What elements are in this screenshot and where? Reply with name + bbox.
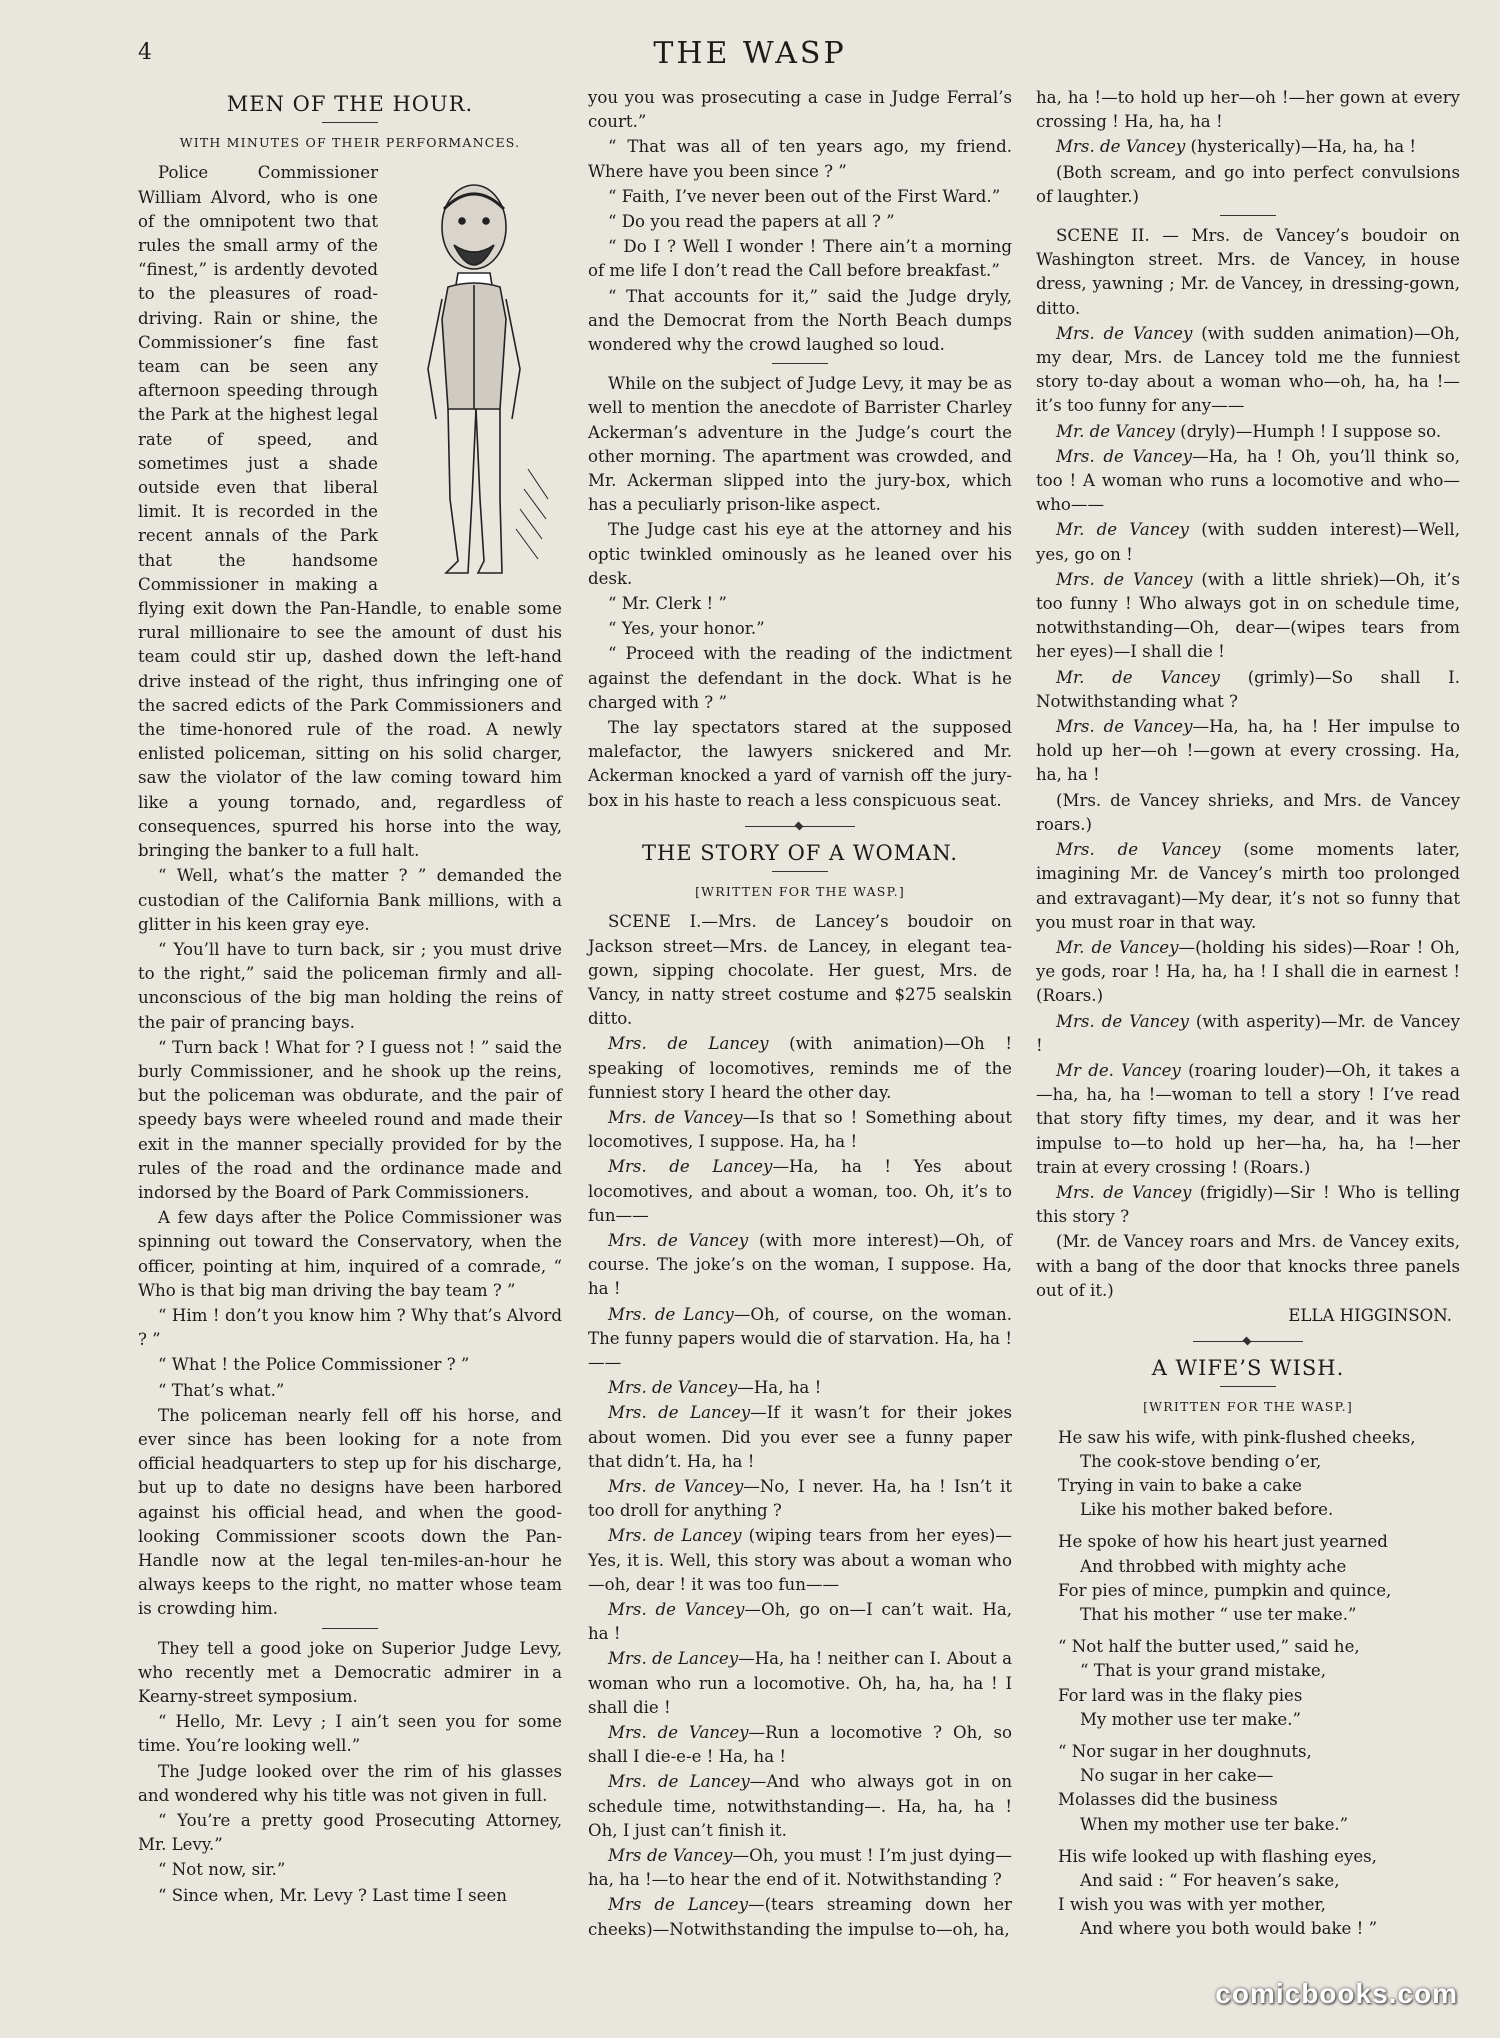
poem-stanza <box>1058 1845 1460 1942</box>
column-3 <box>1036 86 1460 1950</box>
dialogue-line: Mrs. de Vancey (some moments later, imagining Mr. de Vancey’s mirth too prolonged and extravagant)—My dear, it’s not so funny that you must roar in that way. <box>1036 840 1461 932</box>
scene-direction: SCENE I.—Mrs. de Lancey’s boudoir on Jackson street—Mrs. de Lancey, in elegant tea-gown, sipping chocolate. Her guest, Mrs. de Vancy, in natty street costume and $275 sealskin ditto. <box>588 912 1012 1029</box>
dialogue-line: Mrs. de Lancey (wiping tears from her eyes)—Yes, it is. Well, this story was about a woman who—oh, dear ! it was too fun—— <box>588 1526 1013 1594</box>
section-rule <box>322 1628 378 1629</box>
poem <box>1036 1426 1460 1942</box>
dialogue-line: Mr. de Vancey (with sudden interest)—Well, yes, go on ! <box>1036 520 1460 564</box>
dialogue-line: Mrs. de Vancey—Ha, ha ! <box>608 1378 822 1398</box>
poem-line: When my mother use ter bake.” <box>1080 1814 1349 1834</box>
dialogue-line: Mrs. de Lancey—Ha, ha ! Yes about locomotives, and about a woman, too. Oh, it’s to fun—— <box>588 1157 1012 1225</box>
paragraph: “ Do you read the papers at all ? ” <box>608 212 895 232</box>
article-heading-a-wifes-wish: A WIFE’S WISH. <box>1151 1356 1345 1381</box>
dialogue-line: Mrs. de Vancey—Run a locomotive ? Oh, so shall I die-e-e ! Ha, ha ! <box>588 1723 1012 1767</box>
poem-stanza <box>1058 1740 1460 1837</box>
paragraph: They tell a good joke on Superior Judge Levy, who recently met a Democratic admirer in a Kearny-street symposium. <box>138 1638 562 1706</box>
stage-direction: (Mrs. de Vancey shrieks, and Mrs. de Vancey roars.) <box>1036 790 1460 834</box>
dialogue-line: Mrs. de Vancey—Ha, ha, ha ! Her impulse to hold up her—oh !—gown at every crossing. Ha, ha, ha ! <box>1036 717 1460 785</box>
paragraph: “ You’ll have to turn back, sir ; you must drive to the right,” said the policeman firmly and all-unconscious of the big man holding the reins of the pair of prancing bays. <box>138 939 562 1032</box>
dialogue-line: Mrs. de Vancey—Is that so ! Something about locomotives, I suppose. Ha, ha ! <box>588 1107 1013 1152</box>
paragraph: “ Not now, sir.” <box>158 1860 286 1880</box>
poem-line: “ Not half the butter used,” said he, <box>1058 1637 1360 1657</box>
article-subheading: WITH MINUTES OF THEIR PERFORMANCES. <box>179 135 521 151</box>
dialogue-line: Mrs. de Vancey (frigidly)—Sir ! Who is telling this story ? <box>1036 1182 1460 1227</box>
poem-line: The cook-stove bending o’er, <box>1080 1451 1322 1471</box>
poem-line: “ Nor sugar in her doughnuts, <box>1058 1742 1312 1761</box>
paragraph: “ Proceed with the reading of the indictment against the defendant in the dock. What is he charged with ? ” <box>588 644 1012 712</box>
poem-stanza <box>1058 1635 1460 1732</box>
article-heading-story-of-a-woman: THE STORY OF A WOMAN. <box>641 840 959 865</box>
heading-rule <box>772 871 828 872</box>
dialogue-line: ha, ha !—to hold up her—oh !—her gown at every crossing ! Ha, ha, ha ! <box>1036 88 1460 132</box>
section-rule <box>1220 215 1276 216</box>
poem-stanza <box>1058 1426 1460 1523</box>
masthead-title: THE WASP <box>653 36 847 71</box>
portrait-caricature-icon <box>388 169 558 589</box>
column-2 <box>588 86 1012 1943</box>
poem-line: His wife looked up with flashing eyes, <box>1058 1846 1377 1866</box>
section-rule <box>772 363 828 364</box>
paragraph: The lay spectators stared at the supposed malefactor, the lawyers snickered and Mr. Ackerman knocked a yard of varnish off the jury-box in his haste to reach a less conspicuous seat. <box>588 718 1012 810</box>
paragraph: “ Turn back ! What for ? I guess not ! ” said the burly Commissioner, and he shook up the reins, but the policeman was obdurate, and the pair of speedy bays were wheeled round and made their exit in the manner specially provided for by the rules of the road and the ordinance made and indorsed by the Board of Park Commissioners. <box>138 1037 562 1202</box>
article-heading-men-of-the-hour: MEN OF THE HOUR. <box>226 92 474 116</box>
dialogue-line: Mrs. de Vancey (with a little shriek)—Oh, it’s too funny ! Who always got in on schedule time, notwithstanding—Oh, dear—(wipes tears from her eyes)—I shall die ! <box>1036 569 1460 662</box>
paragraph: While on the subject of Judge Levy, it may be as well to mention the anecdote of Barrister Charley Ackerman’s adventure in the Judge’s court the other morning. The apartment was crowded, and Mr. Ackerman slipped into the jury-box, which has a peculiarly prison-like aspect. <box>588 374 1012 515</box>
dialogue-line: Mrs. de Lancey—And who always got in on schedule time, notwithstanding—. Ha, ha, ha ! Oh, I just can’t finish it. <box>588 1772 1013 1840</box>
poem-line: And throbbed with mighty ache <box>1080 1556 1347 1576</box>
column-1 <box>138 86 562 1909</box>
poem-line: He saw his wife, with pink-flushed cheeks, <box>1058 1427 1416 1447</box>
paragraph: A few days after the Police Commissioner was spinning out toward the Conservatory, when the officer, pointing at him, inquired of a comrade, “ Who is that big man driving the bay team ? ” <box>138 1208 562 1300</box>
poem-line: And said : “ For heaven’s sake, <box>1080 1871 1340 1891</box>
paragraph: “ Since when, Mr. Levy ? Last time I seen <box>158 1885 507 1905</box>
dialogue-line: Mrs. de Vancey (with more interest)—Oh, of course. The joke’s on the woman, I suppose. Ha, ha ! <box>588 1230 1012 1299</box>
dialogue-line: Mrs. de Vancey—Oh, go on—I can’t wait. Ha, ha ! <box>588 1599 1012 1644</box>
article-subheading: [WRITTEN FOR THE WASP.] <box>1143 1399 1353 1415</box>
paragraph: “ Yes, your honor.” <box>608 619 765 639</box>
poem-line: He spoke of how his heart just yearned <box>1058 1532 1388 1552</box>
paragraph: “ Mr. Clerk ! ” <box>608 594 727 614</box>
paragraph: “ That accounts for it,” said the Judge dryly, and the Democrat from the North Beach dumps wondered why the crowd laughed so loud. <box>588 286 1012 355</box>
poem-line: My mother use ter make.” <box>1080 1709 1302 1729</box>
author-signature: ELLA HIGGINSON. <box>1288 1305 1452 1325</box>
dialogue-line: Mrs. de Vancey (with sudden animation)—Oh, my dear, Mrs. de Lancey told me the funniest story to-day about a woman who—oh, ha, ha !—it’s too funny for any—— <box>1036 323 1461 416</box>
paragraph: “ Him ! don’t you know him ? Why that’s Alvord ? ” <box>138 1305 562 1350</box>
paragraph: “ That’s what.” <box>158 1380 285 1400</box>
ornament-divider <box>1193 1337 1303 1347</box>
watermark: comicbooks.com <box>1215 1978 1458 2009</box>
poem-line: I wish you was with yer mother, <box>1058 1895 1326 1915</box>
dialogue-line: Mrs. de Vancey (with asperity)—Mr. de Vancey ! <box>1036 1011 1460 1055</box>
paragraph: The policeman nearly fell off his horse, and ever since has been looking for a note from official headquarters to step up for his discharge, but up to date no designs have been harbored against his official head, and when the good-looking Commissioner scoots down the Pan-Handle now at the legal ten-miles-an-hour he always keeps to the right, no matter whose team is crowding him. <box>138 1405 562 1619</box>
dialogue-line: Mr. de Vancey—(holding his sides)—Roar ! Oh, ye gods, roar ! Ha, ha, ha ! I shall die in earnest ! (Roars.) <box>1036 937 1460 1006</box>
paragraph: you you was prosecuting a case in Judge Ferral’s court.” <box>588 88 1012 132</box>
paragraph: “ What ! the Police Commissioner ? ” <box>158 1355 470 1375</box>
dialogue-line: Mrs. de Lancey—Ha, ha ! neither can I. About a woman who run a locomotive. Oh, ha, ha, ha ! I shall die ! <box>588 1649 1012 1717</box>
paragraph: “ You’re a pretty good Prosecuting Attorney, Mr. Levy.” <box>138 1811 562 1855</box>
poem-line: And where you both would bake ! ” <box>1080 1919 1378 1939</box>
dialogue-line: Mrs de Lancey—(tears streaming down her cheeks)—Notwithstanding the impulse to—oh, ha, <box>588 1895 1012 1939</box>
poem-line: “ That is your grand mistake, <box>1080 1661 1327 1681</box>
paragraph: The Judge cast his eye at the attorney and his optic twinkled ominously as he leaned over his desk. <box>588 520 1012 588</box>
paragraph: “ Hello, Mr. Levy ; I ain’t seen you for some time. You’re looking well.” <box>138 1712 562 1756</box>
ornament-divider <box>745 822 855 832</box>
poem-line: Trying in vain to bake a cake <box>1058 1475 1302 1495</box>
paragraph: “ Well, what’s the matter ? ” demanded the custodian of the California Bank millions, with a glitter in his keen gray eye. <box>138 866 562 934</box>
page-number: 4 <box>138 40 152 65</box>
dialogue-line: Mrs. de Vancey—No, I never. Ha, ha ! Isn’t it too droll for anything ? <box>588 1476 1012 1521</box>
stage-direction: (Both scream, and go into perfect convulsions of laughter.) <box>1036 162 1460 206</box>
dialogue-line: Mr. de Vancey (grimly)—So shall I. Notwithstanding what ? <box>1036 667 1460 711</box>
stage-direction: (Mr. de Vancey roars and Mrs. de Vancey exits, with a bang of the door that knocks three panels out of it.) <box>1036 1232 1460 1300</box>
poem-line: Molasses did the business <box>1058 1790 1278 1810</box>
heading-rule <box>1220 1386 1276 1387</box>
scene-direction: SCENE II. — Mrs. de Vancey’s boudoir on Washington street. Mrs. de Vancey, in house dress, yawning ; Mr. de Vancey, in dressing-gown, ditto. <box>1036 226 1460 318</box>
poem-line: Like his mother baked before. <box>1080 1500 1334 1520</box>
dialogue-line: Mr de. Vancey (roaring louder)—Oh, it takes a—ha, ha, ha !—woman to tell a story ! I’ve read that story fifty times, my dear, and it was her impulse to—to hold up her—ha, ha, ha !—her train at every crossing ! (Roars.) <box>1036 1060 1460 1177</box>
article-subheading: [WRITTEN FOR THE WASP.] <box>695 884 905 900</box>
dialogue-line: Mr. de Vancey (dryly)—Humph ! I suppose so. <box>1056 421 1442 441</box>
poem-line: For lard was in the flaky pies <box>1058 1685 1303 1705</box>
dialogue-line: Mrs. de Vancey (hysterically)—Ha, ha, ha ! <box>1056 137 1417 157</box>
paragraph: “ Faith, I’ve never been out of the First Ward.” <box>608 186 1001 206</box>
paragraph: “ That was all of ten years ago, my friend. Where have you been since ? ” <box>588 137 1012 181</box>
poem-line: For pies of mince, pumpkin and quince, <box>1058 1580 1392 1600</box>
paragraph: Police Commissioner William Alvord, who is one of the omnipotent two that rules the small army of the “finest,” is ardently devoted to the pleasures of road-driving. Rain or shine, the Commissioner’s fine fast team can be seen any afternoon speeding through the Park at the highest legal rate of speed, and sometimes just a shade outside even that liberal limit. It is recorded in the recent annals of the Park that the handsome Commissioner in making a flying exit down the Pan-Handle, to enable some rural millionaire to see the amount of dust his team could stir up, dashed down the left-hand drive instead of the right, thus infringing one of the sacred edicts of the Park Commissioners and the time-honored rule of the road. A newly enlisted policeman, sitting on his solid charger, saw the violator of the law coming toward him like a young tornado, and, regardless of consequences, spurred his horse into the way, bringing the banker to a full halt. <box>138 163 562 861</box>
paragraph: The Judge looked over the rim of his glasses and wondered why his title was not given in full. <box>138 1761 562 1805</box>
dialogue-line: Mrs. de Lancey (with animation)—Oh ! speaking of locomotives, reminds me of the funniest story I heard the other day. <box>588 1034 1012 1102</box>
dialogue-line: Mrs de Vancey—Oh, you must ! I’m just dying—ha, ha !—to hear the end of it. Notwithstanding ? <box>588 1846 1013 1890</box>
poem-line: No sugar in her cake— <box>1080 1766 1274 1786</box>
paragraph: “ Do I ? Well I wonder ! There ain’t a morning of me life I don’t read the Call before breakfast.” <box>588 237 1012 281</box>
dialogue-line: Mrs. de Vancey—Ha, ha ! Oh, you’ll think so, too ! A woman who runs a locomotive and who—who—— <box>1036 446 1460 515</box>
dialogue-line: Mrs. de Lancy—Oh, of course, on the woman. The funny papers would die of starvation. Ha, ha !—— <box>588 1304 1012 1372</box>
heading-rule <box>322 122 378 123</box>
poem-stanza <box>1058 1530 1460 1627</box>
dialogue-line: Mrs. de Lancey—If it wasn’t for their jokes about women. Did you ever see a funny paper that didn’t. Ha, ha ! <box>588 1403 1012 1471</box>
poem-line: That his mother “ use ter make.” <box>1080 1604 1357 1624</box>
